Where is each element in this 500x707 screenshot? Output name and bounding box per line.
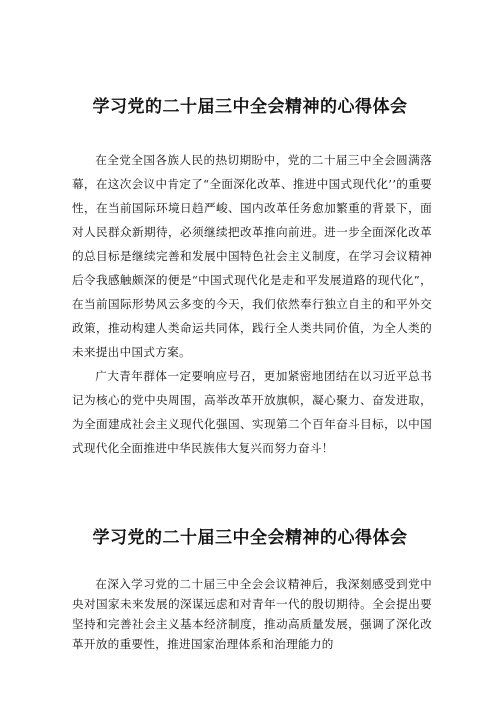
section-body-2 [72,574,432,654]
paragraph: 广大青年群体一定要响应号召，更加紧密地团结在以习近平总书记为核心的党中央周围，高举改革开放旗帜，凝心聚力、奋发进取，为全面建成社会主义现代化强国、实现第二个百年奋斗目标，以中国式现代化全面推进中华民族伟大复兴而努力奋斗！ [72,369,432,455]
paragraph: 在全党全国各族人民的热切期盼中，党的二十届三中全会圆满落幕，在这次会议中肯定了“全面深化改革、推进中国式现代化’’的重要性，在当前国际环境日趋严峻、国内改革任务愈加繁重的背景下，面对人民群众新期待，必须继续把改革推向前进。进一步全面深化改革的总目标是继续完善和发展中国特色社会主义制度，在学习会议精神后令我感触颇深的便是“中国式现代化是走和平发展道路的现代化”，在当前国际形势风云多变的今天，我们依然奉行独立自主的和平外交政策，推动构建人类命运共同体，践行全人类共同价值，为全人类的未来提出中国式方案。 [72,153,432,359]
section-title-2: 学习党的二十届三中全会精神的心得体会 [92,528,408,548]
paragraph: 在深入学习党的二十届三中全会会议精神后，我深刻感受到党中央对国家未来发展的深谋远虑和对青年一代的殷切期待。全会提出要坚持和完善社会主义基本经济制度，推动高质量发展，强调了深化改革开放的重要性，推进国家治理体系和治理能力的 [72,577,432,651]
section-title-1: 学习党的二十届三中全会精神的心得体会 [92,97,408,117]
section-body-1 [72,148,432,460]
